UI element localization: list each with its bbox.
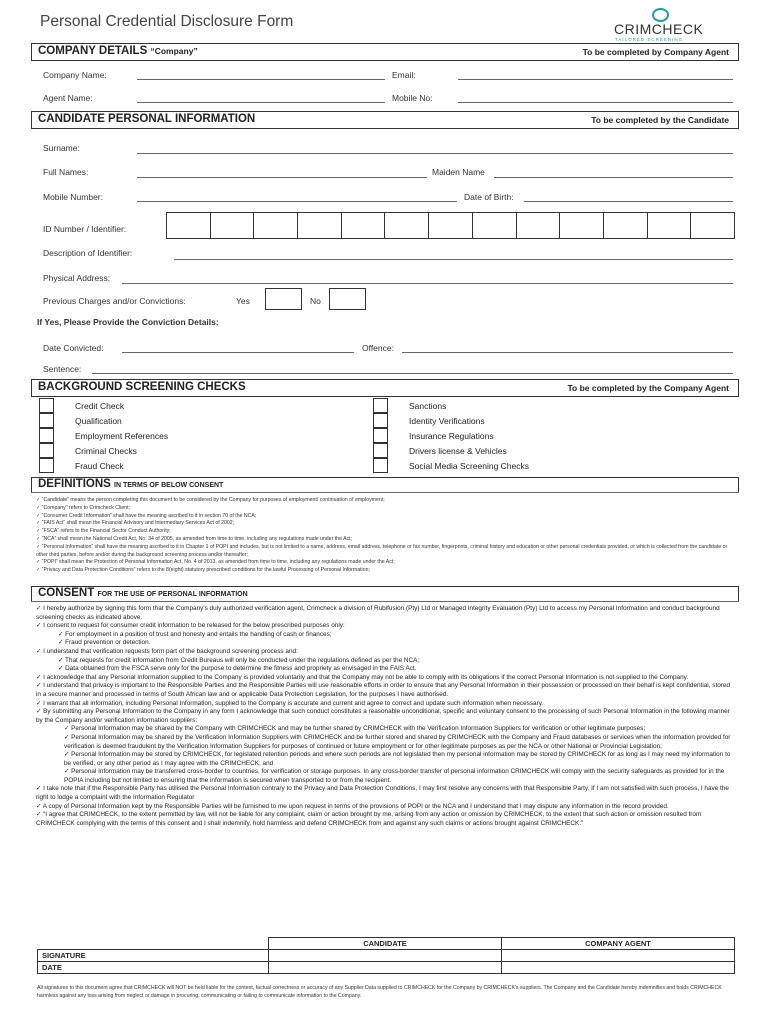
- check-right-1-label: Identity Verifications: [409, 416, 485, 426]
- consent-subtitle: FOR THE USE OF PERSONAL INFORMATION: [97, 591, 248, 598]
- check-left-2-label: Employment References: [75, 431, 169, 441]
- logo-text: CRIMCHECK: [614, 21, 704, 37]
- company-section-title: COMPANY DETAILS: [38, 45, 148, 57]
- check-left-4-label: Fraud Check: [75, 461, 124, 471]
- identifier-description-label: Description of Identifier:: [43, 248, 133, 258]
- check-left-4-checkbox[interactable]: [39, 458, 54, 473]
- id-digit-box[interactable]: [428, 212, 473, 239]
- check-left-1-label: Qualification: [75, 416, 122, 426]
- id-digit-box[interactable]: [559, 212, 604, 239]
- consent-p3a: That requests for credit information from Credit Bureaus will only be conducted under the regulations defined as per the NCA;: [65, 656, 420, 664]
- offence-field[interactable]: [402, 352, 733, 353]
- consent-p4: I acknowledge that any Personal Information supplied to the Company is provided voluntarily and that the Company may not be able to comply with its obligations if the correct Personal Information is not supplied to the Company.: [43, 673, 689, 681]
- consent-p6: I warrant that all information, including Personal Information, supplied to the Company is accurate and current and agree to correct and update such information when necessary.: [43, 699, 544, 707]
- definitions-divider: [31, 492, 739, 493]
- candidate-section-note: To be completed by the Candidate: [591, 115, 729, 125]
- charges-no-box[interactable]: [329, 288, 366, 310]
- agent-column-header: COMPANY AGENT: [502, 938, 735, 950]
- definition-item: ✓ “FAIS Act” shall mean the Financial Advisory and Intermediary Services Act of 2002;: [36, 520, 235, 527]
- surname-label: Surname:: [43, 143, 80, 153]
- agent-mobile-field[interactable]: [458, 102, 733, 103]
- company-name-label: Company Name:: [43, 70, 107, 80]
- id-digit-box[interactable]: [210, 212, 255, 239]
- consent-divider: [31, 601, 739, 602]
- id-digit-box[interactable]: [341, 212, 386, 239]
- email-field[interactable]: [458, 79, 733, 80]
- id-digit-box[interactable]: [647, 212, 692, 239]
- physical-address-label: Physical Address:: [43, 273, 111, 283]
- check-right-2-label: Insurance Regulations: [409, 431, 494, 441]
- physical-address-field[interactable]: [122, 283, 733, 284]
- consent-p7b: Personal Information may be shared by the Verification Information Suppliers with CRIMCHECK and be further stored and shared by CRIMCHECK with the Company and Fraud databases or services when the information provided for verification is deemed fraudulent by the Verification Information Suppliers for purposes of continued or future employment or for other legitimate purposes as per the NCA or other National or Provincial Legislation;: [64, 733, 731, 750]
- consent-p3b: Data obtained from the FSCA serve only for the purpose to determine the fitness and propriety as envisaged in the FAIS Act.: [65, 665, 417, 673]
- background-section-title: BACKGROUND SCREENING CHECKS: [38, 381, 246, 393]
- full-names-field[interactable]: [137, 177, 427, 178]
- definition-item: ✓ “Personal Information” shall have the meaning ascribed to it in Chapter 1 of POPI and includes, but is not limited to a name, address, email address, telephone or fax number, fingerprints, criminal history and education or other personal credentials provided, or which is collected from the candidate or other third parties, before and/or during the background screening process and/or thereafter;: [36, 543, 728, 558]
- candidate-info-header: [31, 111, 739, 129]
- check-right-0-label: Sanctions: [409, 401, 447, 411]
- check-left-0-label: Credit Check: [75, 401, 125, 411]
- date-row-label: DATE: [38, 962, 269, 974]
- identifier-description-field[interactable]: [174, 259, 733, 260]
- definition-item: ✓ “NCA” shall mean the National Credit Act, No. 34 of 2005, as amended from time to time, including any regulations made under the Act;: [36, 535, 353, 542]
- candidate-signature-cell[interactable]: [269, 950, 502, 962]
- consent-p9: A copy of Personal Information kept by the Responsible Parties will be furnished to me upon request in terms of the provisions of POPI or the NCA and I understand that I may dispute any information in the record provided.: [42, 802, 669, 810]
- company-details-header: [31, 43, 739, 61]
- id-digit-box[interactable]: [472, 212, 517, 239]
- consent-p7d: Personal Information may be transferred cross-border to countries, for verification or storage purposes. In any cross-border transfer of personal information CRIMCHECK will comply with the security safeguards as provided for in the POPIA including but not limited to ensuring that the information is secured when transported to or from the recipient.: [64, 768, 725, 784]
- definition-item: ✓ “Candidate” means the person completing this document to be considered by the Company for purposes of employment/ continuation of employment;: [36, 497, 385, 503]
- check-left-1-checkbox[interactable]: [39, 413, 54, 428]
- definition-item: ✓ “FSCA” refers to the Financial Sector Conduct Authority;: [36, 528, 171, 535]
- maiden-name-label: Maiden Name: [432, 167, 485, 177]
- maiden-name-field[interactable]: [494, 177, 733, 178]
- check-right-0-checkbox[interactable]: [373, 398, 388, 413]
- dob-label: Date of Birth:: [464, 192, 514, 202]
- id-digit-box[interactable]: [603, 212, 648, 239]
- definitions-list: [36, 497, 736, 575]
- id-digit-box[interactable]: [690, 212, 735, 239]
- id-digit-box[interactable]: [253, 212, 298, 239]
- check-left-2-checkbox[interactable]: [39, 428, 54, 443]
- logo-ring-icon: [652, 8, 669, 22]
- agent-name-field[interactable]: [137, 102, 385, 103]
- check-right-4-label: Social Media Screening Checks: [409, 461, 530, 471]
- liability-footer: All signatures to this document agree that CRIMCHECK will NOT be held liable for the content, factual correctness or accuracy of any Supplier Data supplied to CRIMCHECK for the Company by CRIMCHECK's suppliers. The Company and the Candidate hereby indemnifies and holds CRIMCHECK harmless against any loss arising from neglect or damage in procuring, communicating or failing to communicate information to the Company.: [37, 985, 722, 999]
- offence-label: Offence:: [362, 343, 394, 353]
- signature-row-label: SIGNATURE: [38, 950, 269, 962]
- definitions-subtitle: IN TERMS OF BELOW CONSENT: [114, 482, 224, 489]
- charges-yes-label: Yes: [236, 296, 250, 306]
- logo-tagline: TAILORED SCREENING: [615, 37, 684, 42]
- signature-table: [37, 937, 735, 974]
- page-title: Personal Credential Disclosure Form: [40, 13, 294, 30]
- consent-title: CONSENT: [38, 587, 95, 599]
- definition-item: ✓ “Company” refers to Crimcheck Client;: [36, 504, 130, 511]
- full-names-label: Full Names:: [43, 167, 89, 177]
- consent-p7c: Personal Information may be stored by CRIMCHECK, for legislated retention periods and where such periods are not legislated then my personal information may be stored by CRIMCHECK for as long as I may need my information to be verified, or any other period as I may agree with the CRIMCHECK; and: [64, 751, 731, 767]
- conviction-details-heading: If Yes, Please Provide the Conviction Details:: [37, 317, 219, 327]
- check-right-4-checkbox[interactable]: [373, 458, 388, 473]
- consent-p5: I understand that privacy is important to the Responsible Parties and the Responsible Parties will use reasonable efforts in order to ensure that any Personal Information in their possession or processed on their behalf is kept confidential, stored in a secure manner and processed in terms of South African law and or applicable Data Protection Legislation, for the purposes I have authorised.: [36, 682, 731, 698]
- charges-no-label: No: [310, 296, 321, 306]
- id-digit-box[interactable]: [516, 212, 561, 239]
- agent-name-label: Agent Name:: [43, 93, 93, 103]
- crimcheck-logo: [612, 8, 742, 44]
- definitions-header: [31, 477, 739, 493]
- email-label: Email:: [392, 70, 416, 80]
- date-convicted-label: Date Convicted:: [43, 343, 104, 353]
- consent-text: ✓ I hereby authorize by signing this form that the Company's duly authorized verification agent, Crimcheck a division of Rubifusion (Pty) Ltd or Managed Integrity Evaluation (Pty) Ltd to access my Personal Information and conduct background screening checks as indicated above. ✓ I consent to request for consumer credit information to be released for the below prescribed purposes only: ✓ For employment in a position of trust and honesty and entails the handling of cash or finances; ✓ Fraud prevention or detection. ✓ I understand that verification requests form part of the background screening process and: ✓ That requests for credit information from Credit Bureaus will only be conducted under the regulations defined as per the NCA; ✓ Data obtained from the FSCA serve only for the purpose to determine the fitness and propriety as envisaged in the FAIS Act. ✓ I acknowledge that any Personal Information supplied to the Company is provided voluntarily and that the Company may not be able to comply with its obligations if the correct Personal Information is not supplied to the Company. ✓ I understand that privacy is important to the Responsible Parties and the Responsible Parties will use reasonable efforts in order to ensure that any Personal Information in their possession or processed on their behalf is kept confidential, stored in a secure manner and processed in terms of South African law and or applicable Data Protection Legislation, for the purposes I have authorised. ✓ I warrant that all information, including Personal Information, supplied to the Company is accurate and current and agree to correct and update such information when necessary. ✓ By submitting any Personal Information to the Company in any form I acknowledge that such conduct constitutes a reasonable unconditional, specific and voluntary consent to the processing of such Personal Information in the following manner by the Company and/or verification information suppliers: ✓ Personal Information may be shared by the Company with CRIMCHECK and may be further shared by CRIMCHECK with the Verification Information Suppliers for verification or other legitimate purposes; ✓ Personal Information may be shared by the Verification Information Suppliers with CRIMCHECK and be further stored and shared by CRIMCHECK with the Company and Fraud databases or services when the information provided for verification is deemed fraudulent by the Verification Information Suppliers for purposes of continued or future employment or for other legitimate purposes as per the NCA or other National or Provincial Legislation; ✓ Personal Information may be stored by CRIMCHECK, for legislated retention periods and where such periods are not legislated then my personal information may be stored by CRIMCHECK for as long as I may need my information to be verified, or any other period as I may agree with the CRIMCHECK; and ✓ Personal Information may be transferred cross-border to countries, for verification or storage purposes. In any cross-border transfer of personal information CRIMCHECK will comply with the security safeguards as provided for in the POPIA including but not limited to ensuring that the information is secured when transported to or from the recipient. ✓ I take note that if the Responsible Party has utilised the Personal Information contrary to the Privacy and Data Protection Conditions, I may first resolve any concerns with that Responsible Party. If I am not satisfied with such process, I have the right to lodge a complaint with the Information Regulator ✓ A copy of Personal Information kept by the Responsible Parties will be furnished to me upon request in terms of the provisions of POPI or the NCA and I understand that I may dispute any information in the record provided. ✓ “I agree that CRIMCHECK, to the extent permitted by law, will not be liable for any complaint, claim or action brought by me, arising from any action or omission by CRIMCHECK, to the extent that such action or omission resulted from CRIMCHECK complying with the terms of this consent and I shall indemnify, hold harmless and defend CRIMCHECK from and against any such claims or actions brought against CRIMCHECK.”: [36, 605, 731, 827]
- consent-p2b: Fraud prevention or detection.: [65, 639, 151, 647]
- background-checks-header: [31, 379, 739, 397]
- check-left-3-checkbox[interactable]: [39, 443, 54, 458]
- id-digit-box[interactable]: [384, 212, 429, 239]
- mobile-number-field[interactable]: [137, 201, 457, 202]
- candidate-section-title: CANDIDATE PERSONAL INFORMATION: [38, 113, 256, 125]
- agent-mobile-label: Mobile No:: [392, 93, 433, 103]
- previous-charges-label: Previous Charges and/or Convictions:: [43, 296, 186, 306]
- company-section-note: To be completed by Company Agent: [582, 47, 729, 57]
- definition-item: ✓ “Consumer Credit Information” shall have the meaning ascribed to it in section 70 of the NCA;: [36, 512, 257, 519]
- id-number-boxes[interactable]: [166, 212, 734, 239]
- agent-date-cell[interactable]: [502, 962, 735, 974]
- check-right-3-checkbox[interactable]: [373, 443, 388, 458]
- company-section-subtitle: “Company”: [150, 46, 198, 56]
- consent-p2: I consent to request for consumer credit information to be released for the below prescribed purposes only:: [43, 622, 345, 630]
- date-convicted-field[interactable]: [122, 352, 354, 353]
- check-left-0-checkbox[interactable]: [39, 398, 54, 413]
- consent-p8: I take note that if the Responsible Party has utilised the Personal Information contrary to the Privacy and Data Protection Conditions, I may first resolve any concerns with that Responsible Party. If I am not satisfied with such process, I have the right to lodge a complaint with the Information Regulator: [36, 785, 729, 802]
- consent-p10: “I agree that CRIMCHECK, to the extent permitted by law, will not be liable for any complaint, claim or action brought by me, arising from any action or omission by CRIMCHECK, to the extent that such action or omission resulted from CRIMCHECK complying with the terms of this consent and I shall indemnify, hold harmless and defend CRIMCHECK from and against any such claims or actions brought against CRIMCHECK.”: [36, 811, 702, 827]
- consent-p1: I hereby authorize by signing this form that the Company's duly authorized verification agent, Crimcheck a division of Rubifusion (Pty) Ltd or Managed Integrity Evaluation (Pty) Ltd to access my Personal Information and conduct background screening checks as indicated above.: [36, 605, 720, 621]
- mobile-number-label: Mobile Number:: [43, 192, 103, 202]
- consent-p3: I understand that verification requests form part of the background screening process and:: [43, 647, 298, 655]
- candidate-column-header: CANDIDATE: [269, 938, 502, 950]
- check-left-3-label: Criminal Checks: [75, 446, 137, 456]
- charges-yes-box[interactable]: [265, 288, 302, 310]
- definitions-title: DEFINITIONS: [38, 478, 111, 490]
- consent-p2a: For employment in a position of trust and honesty and entails the handling of cash or finances;: [65, 630, 332, 638]
- background-section-note: To be completed by the Company Agent: [567, 383, 729, 393]
- consent-header: [31, 586, 739, 602]
- sentence-field[interactable]: [92, 373, 733, 374]
- definition-item: ✓ “POPI” shall mean the Protection of Personal Information Act, No. 4 of 2013, as amended from time to time, including any regulations made under the Act;: [36, 559, 395, 566]
- dob-field[interactable]: [524, 201, 733, 202]
- agent-signature-cell[interactable]: [502, 950, 735, 962]
- consent-p7a: Personal Information may be shared by the Company with CRIMCHECK and may be further shared by CRIMCHECK with the Verification Information Suppliers for verification or other legitimate purposes;: [71, 725, 646, 733]
- company-name-field[interactable]: [137, 79, 385, 80]
- sentence-label: Sentence:: [43, 364, 82, 374]
- check-right-3-label: Drivers license & Vehicles: [409, 446, 507, 456]
- id-number-label: ID Number / Identifier:: [43, 224, 127, 234]
- id-digit-box[interactable]: [297, 212, 342, 239]
- consent-p7: By submitting any Personal Information to the Company in any form I acknowledge that such conduct constitutes a reasonable unconditional, specific and voluntary consent to the processing of such Personal Information in the following manner by the Company and/or verification information suppliers:: [36, 708, 730, 724]
- definition-item: ✓ “Privacy and Data Protection Conditions” refers to the 8(eight) statutory prescribed conditions for the lawful Processing of Personal Information;: [36, 567, 370, 574]
- check-right-2-checkbox[interactable]: [373, 428, 388, 443]
- candidate-date-cell[interactable]: [269, 962, 502, 974]
- check-right-1-checkbox[interactable]: [373, 413, 388, 428]
- id-digit-box[interactable]: [166, 212, 211, 239]
- surname-field[interactable]: [137, 153, 733, 154]
